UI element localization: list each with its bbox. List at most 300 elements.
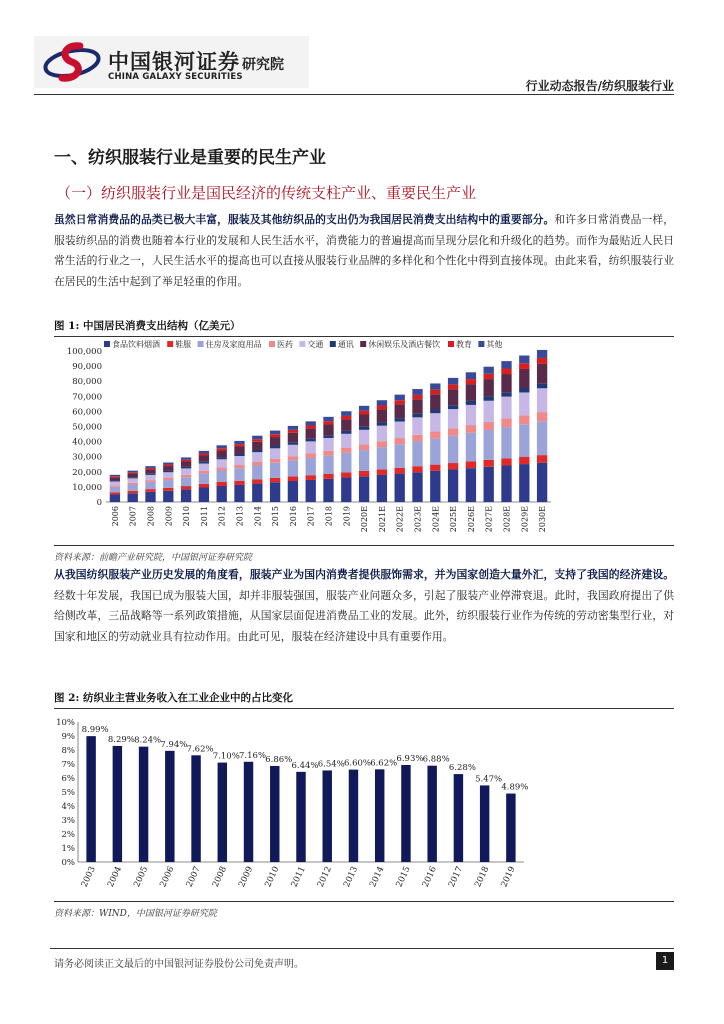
bar	[454, 774, 463, 862]
bar-segment	[199, 471, 209, 474]
paragraph-2-lead: 从我国纺织服装产业历史发展的角度看，服装产业为国内消费者提供服饰需求，并为国家创造大量外汇，支持了我国的经济建设。	[54, 568, 674, 581]
bar-segment	[519, 424, 529, 456]
bar-segment	[323, 479, 333, 502]
report-type: 行业动态报告/纺织服装行业	[525, 79, 674, 93]
bar-segment	[270, 446, 280, 448]
bar-segment	[448, 436, 458, 463]
bar-segment	[128, 484, 138, 490]
bar-segment	[519, 464, 529, 502]
figure-2-title: 图 2: 纺织业主营业务收入在工业企业中的占比变化	[54, 692, 293, 704]
bar-segment	[110, 494, 120, 502]
bar-segment	[217, 471, 227, 482]
bar-segment	[359, 427, 369, 430]
bar-segment	[270, 459, 280, 463]
bar-segment	[341, 419, 351, 430]
bar-segment	[323, 424, 333, 435]
y-tick-label: 9%	[61, 732, 75, 742]
data-label: 6.62%	[370, 758, 398, 769]
bar-segment	[501, 392, 511, 396]
data-label: 6.60%	[343, 758, 371, 769]
bar-segment	[537, 412, 547, 421]
bar-segment	[484, 422, 494, 430]
bar	[401, 765, 410, 862]
y-tick-label: 40,000	[72, 437, 102, 448]
bar-segment	[181, 457, 191, 459]
bar-segment	[110, 481, 120, 485]
bar-segment	[395, 444, 405, 467]
section-heading: 一、纺织服装行业是重要的民生产业	[54, 148, 326, 168]
bar-segment	[377, 400, 387, 405]
x-tick-label: 2009	[164, 506, 174, 527]
bar-segment	[217, 482, 227, 486]
x-tick-label: 2012	[315, 865, 334, 889]
bar-segment	[145, 474, 155, 475]
x-tick-label: 2013	[235, 506, 245, 527]
bar-segment	[484, 467, 494, 502]
figure-2-source: 资料来源：WIND，中国银河证券研究院	[54, 909, 217, 919]
bar	[165, 751, 174, 862]
bar-segment	[519, 388, 529, 392]
x-tick-label: 2010	[182, 506, 192, 527]
bar-segment	[128, 493, 138, 502]
paragraph-1	[54, 210, 674, 292]
bar-segment	[181, 468, 191, 474]
data-label: 6.28%	[448, 763, 476, 774]
logo-company-name: 中国银河证券	[108, 50, 240, 74]
bar-segment	[412, 389, 422, 395]
x-tick-label: 2015	[271, 506, 281, 527]
y-tick-label: 1%	[61, 844, 75, 854]
bar-segment	[270, 448, 280, 459]
bar-segment	[145, 475, 155, 480]
x-tick-label: 2022E	[395, 506, 405, 533]
bar-segment	[199, 463, 209, 470]
bar-segment	[323, 474, 333, 479]
x-tick-label: 2019	[342, 506, 352, 527]
bar-segment	[341, 478, 351, 502]
x-tick-label: 2003	[79, 865, 98, 889]
bar-segment	[430, 471, 440, 502]
bar-segment	[181, 467, 191, 469]
bar-segment	[430, 465, 440, 471]
figure-1-top-rule	[54, 336, 674, 337]
legend-swatch	[269, 341, 275, 347]
bar-segment	[234, 454, 244, 456]
legend-swatch	[167, 341, 173, 347]
bar	[139, 747, 148, 862]
bar-segment	[306, 480, 316, 502]
bar	[296, 772, 305, 862]
bar-segment	[519, 415, 529, 424]
x-tick-label: 2010	[263, 865, 282, 889]
bar	[270, 766, 279, 862]
bar-segment	[128, 473, 138, 477]
bar-segment	[163, 472, 173, 478]
bar-segment	[341, 411, 351, 416]
x-tick-label: 2030E	[538, 505, 548, 533]
bar-segment	[128, 478, 138, 483]
bar-segment	[252, 436, 262, 439]
logo-english-name: CHINA GALAXY SECURITIES	[108, 72, 243, 82]
y-tick-label: 10%	[56, 718, 75, 728]
bar-segment	[145, 492, 155, 502]
bar-segment	[519, 369, 529, 388]
bar-segment	[395, 468, 405, 474]
data-label: 6.44%	[291, 760, 319, 771]
figure-2-top-rule	[54, 708, 674, 709]
bar-segment	[323, 456, 333, 474]
x-tick-label: 2026E	[466, 506, 476, 533]
bar-segment	[270, 463, 280, 478]
bar-segment	[288, 456, 298, 460]
y-tick-label: 7%	[61, 760, 75, 770]
bar-segment	[110, 492, 120, 494]
data-label: 6.93%	[396, 753, 424, 764]
bar-segment	[234, 456, 244, 465]
bar-segment	[430, 390, 440, 395]
bar	[480, 785, 489, 862]
bar	[218, 763, 227, 862]
bar-segment	[252, 450, 262, 452]
bar-segment	[466, 379, 476, 384]
data-label: 7.16%	[239, 750, 267, 761]
bar-segment	[234, 481, 244, 485]
data-label: 8.99%	[81, 725, 109, 736]
bar-segment	[199, 454, 209, 456]
bar-segment	[199, 451, 209, 454]
bar-segment	[199, 484, 209, 488]
legend-label: 食品饮料烟酒	[112, 340, 160, 349]
bar-segment	[395, 418, 405, 421]
bar-segment	[163, 488, 173, 491]
bar-segment	[395, 422, 405, 439]
bar-segment	[145, 466, 155, 468]
bar-segment	[484, 379, 494, 397]
bar-segment	[199, 462, 209, 464]
bar-segment	[181, 461, 191, 466]
bar-segment	[466, 384, 476, 401]
bar-segment	[323, 417, 333, 421]
bar-segment	[537, 350, 547, 358]
bar	[323, 770, 332, 862]
x-tick-label: 2005	[132, 865, 151, 889]
bar-segment	[306, 426, 316, 429]
bar-segment	[395, 400, 405, 404]
bar-segment	[234, 446, 244, 454]
bar-segment	[270, 478, 280, 482]
bar-segment	[128, 471, 138, 473]
y-tick-label: 90,000	[72, 362, 102, 373]
bar-segment	[537, 384, 547, 389]
bar-segment	[252, 439, 262, 442]
bar-segment	[484, 460, 494, 467]
bar-segment	[145, 468, 155, 469]
bar-segment	[288, 442, 298, 444]
bar-segment	[448, 378, 458, 384]
bar-segment	[234, 444, 244, 446]
bar-segment	[163, 480, 173, 488]
bar-segment	[128, 477, 138, 478]
bar-segment	[519, 356, 529, 364]
y-tick-label: 100,000	[66, 347, 102, 357]
bar-segment	[217, 468, 227, 471]
bar-segment	[501, 369, 511, 375]
bar-segment	[270, 482, 280, 502]
bar-segment	[359, 476, 369, 502]
bar-segment	[412, 441, 422, 466]
bar-segment	[270, 431, 280, 435]
data-label: 7.62%	[186, 744, 214, 755]
bar-segment	[181, 489, 191, 502]
bar-segment	[448, 405, 458, 409]
y-tick-label: 60,000	[72, 407, 102, 418]
bar-segment	[359, 430, 369, 445]
bar-segment	[234, 468, 244, 481]
y-tick-label: 50,000	[72, 422, 102, 433]
bar-segment	[341, 434, 351, 448]
bar-segment	[128, 491, 138, 493]
bar-segment	[359, 414, 369, 426]
figure-2-bottom-rule	[54, 901, 674, 902]
bar-segment	[359, 445, 369, 451]
y-tick-label: 8%	[61, 746, 75, 756]
x-tick-label: 2018	[324, 506, 334, 527]
data-label: 8.24%	[134, 735, 162, 746]
bar-segment	[430, 410, 440, 414]
x-tick-label: 2017	[446, 865, 466, 889]
bar-segment	[217, 445, 227, 448]
bar-segment	[484, 401, 494, 422]
bar-segment	[395, 438, 405, 444]
legend-label: 鞋服	[175, 340, 192, 349]
bar-segment	[234, 441, 244, 444]
bar-segment	[323, 421, 333, 424]
figure-1-title: 图 1: 中国居民消费支出结构（亿美元）	[54, 320, 241, 332]
bar-segment	[448, 389, 458, 405]
bar-segment	[110, 476, 120, 477]
bar-segment	[377, 441, 387, 447]
x-tick-label: 2023E	[413, 506, 423, 533]
bar-segment	[519, 392, 529, 415]
bar-segment	[199, 455, 209, 461]
bar-segment	[430, 432, 440, 439]
x-tick-label: 2016	[288, 506, 298, 527]
paragraph-2-body: 经数十年发展，我国已成为服装大国，却并非服装强国，服装产业问题众多，引起了服装产业停滞衰退。此时，我国政府提出了供给侧改革，三品战略等一系列政策措施，从国家层面促进消费品工业的发展。此外，纺织服装行业作为传统的劳动密集型行业，对国家和地区的劳动就业具有拉动作用。由此可见，服装在经济建设中具有重要作用。	[54, 588, 674, 643]
data-label: 7.94%	[160, 739, 188, 750]
bar-segment	[412, 417, 422, 434]
bar-segment	[341, 416, 351, 419]
legend-swatch	[104, 341, 110, 347]
x-tick-label: 2025E	[449, 506, 459, 533]
x-tick-label: 2007	[128, 506, 138, 527]
bar-segment	[430, 394, 440, 409]
y-tick-label: 5%	[61, 788, 75, 798]
bar-segment	[234, 485, 244, 502]
bar-segment	[128, 483, 138, 485]
bar-segment	[430, 439, 440, 465]
bar-segment	[145, 482, 155, 489]
bar-segment	[306, 441, 316, 453]
bar-segment	[163, 466, 173, 471]
y-tick-label: 6%	[61, 774, 75, 784]
y-tick-label: 20,000	[72, 467, 102, 478]
legend-swatch	[448, 341, 454, 347]
bar-segment	[323, 438, 333, 451]
bar-segment	[412, 466, 422, 472]
bar-segment	[145, 469, 155, 473]
bar-segment	[377, 406, 387, 410]
bar-segment	[412, 472, 422, 502]
bar-segment	[199, 474, 209, 484]
bar-segment	[377, 422, 387, 425]
logo-institute: 研究院	[242, 57, 284, 73]
x-tick-label: 2006	[158, 865, 177, 889]
x-tick-label: 2012	[217, 506, 227, 527]
bar-segment	[519, 457, 529, 464]
y-tick-label: 4%	[61, 802, 75, 812]
bar-segment	[537, 388, 547, 412]
legend-label: 医药	[277, 340, 293, 349]
bar-segment	[145, 489, 155, 492]
bar-segment	[270, 437, 280, 446]
x-tick-label: 2024E	[431, 506, 441, 533]
x-tick-label: 2027E	[484, 506, 494, 533]
bar-segment	[306, 454, 316, 458]
bar-segment	[288, 481, 298, 502]
bar-segment	[217, 486, 227, 502]
bar-segment	[484, 367, 494, 374]
bar	[506, 794, 515, 862]
header-divider	[34, 94, 674, 95]
bar-segment	[537, 358, 547, 364]
legend-label: 休闲娱乐及酒店餐饮	[368, 340, 441, 349]
bar-segment	[163, 478, 173, 480]
data-label: 5.47%	[475, 774, 503, 785]
bar-segment	[412, 414, 422, 418]
bar-segment	[288, 476, 298, 481]
bar-segment	[501, 458, 511, 465]
bar-segment	[537, 463, 547, 502]
bar-segment	[110, 487, 120, 493]
bar-segment	[181, 486, 191, 489]
bar-segment	[359, 411, 369, 415]
bar-segment	[288, 445, 298, 456]
bar-segment	[270, 434, 280, 437]
legend-swatch	[299, 341, 305, 347]
bar-segment	[163, 471, 173, 472]
data-label: 8.29%	[107, 734, 135, 745]
bar-segment	[537, 421, 547, 455]
figure-1-source: 资料来源：前瞻产业研究院，中国银河证券研究院	[54, 553, 253, 563]
bar-segment	[288, 426, 298, 430]
footer-divider	[50, 948, 674, 949]
bar-segment	[217, 448, 227, 450]
x-tick-label: 2011	[289, 865, 308, 889]
bar	[86, 736, 95, 862]
bar-segment	[359, 471, 369, 476]
bar-segment	[306, 421, 316, 425]
bar-segment	[466, 433, 476, 462]
x-tick-label: 2018	[473, 865, 492, 889]
bar-segment	[448, 463, 458, 469]
bar-segment	[466, 401, 476, 405]
bar-segment	[341, 448, 351, 453]
y-tick-label: 30,000	[72, 452, 102, 463]
bar-segment	[181, 477, 191, 486]
bar-segment	[466, 372, 476, 379]
bar-segment	[306, 475, 316, 480]
bar-segment	[252, 452, 262, 462]
bar-segment	[484, 374, 494, 379]
galaxy-logo-icon	[42, 38, 102, 86]
y-tick-label: 10,000	[72, 482, 102, 493]
bar-segment	[466, 405, 476, 425]
bar-segment	[252, 442, 262, 450]
data-label: 6.86%	[265, 754, 293, 765]
bar-segment	[252, 484, 262, 502]
bar-segment	[537, 364, 547, 384]
x-tick-label: 2017	[306, 506, 316, 527]
bar-segment	[306, 458, 316, 475]
bar-segment	[377, 409, 387, 422]
bar-segment	[199, 488, 209, 502]
bar-segment	[359, 406, 369, 411]
bar-segment	[466, 461, 476, 468]
bar-segment	[448, 409, 458, 428]
x-tick-label: 2015	[394, 865, 413, 889]
bar-segment	[412, 395, 422, 399]
bar-segment	[448, 384, 458, 389]
page-number: 1	[656, 952, 674, 970]
bar-segment	[466, 468, 476, 502]
x-tick-label: 2021E	[377, 506, 387, 533]
x-tick-label: 2004	[105, 865, 125, 889]
bar-segment	[501, 419, 511, 428]
bar-segment	[252, 462, 262, 466]
bar	[191, 755, 200, 862]
bar	[244, 762, 253, 862]
bar-segment	[395, 474, 405, 502]
bar-segment	[377, 426, 387, 442]
x-tick-label: 2013	[341, 865, 361, 889]
x-tick-label: 2009	[237, 865, 256, 889]
legend-swatch	[198, 341, 204, 347]
y-tick-label: 0	[96, 498, 102, 508]
x-tick-label: 2019	[499, 865, 518, 889]
bar-segment	[110, 475, 120, 476]
bar-segment	[412, 435, 422, 442]
bar-segment	[341, 431, 351, 434]
bar-segment	[288, 460, 298, 476]
bar-segment	[484, 430, 494, 460]
bar-segment	[181, 460, 191, 462]
bar-segment	[519, 363, 529, 369]
textile-share-chart	[54, 712, 674, 900]
x-tick-label: 2011	[199, 506, 209, 527]
subsection-heading: （一）纺织服装行业是国民经济的传统支柱产业、重要民生产业	[56, 184, 477, 202]
bar-segment	[484, 397, 494, 401]
bar-segment	[288, 430, 298, 433]
bar	[427, 766, 436, 862]
legend-swatch	[330, 341, 336, 347]
bar-segment	[341, 453, 351, 473]
bar-segment	[395, 404, 405, 418]
bar	[375, 769, 384, 862]
bar-segment	[323, 435, 333, 438]
data-label: 4.89%	[501, 782, 529, 793]
bar-segment	[306, 429, 316, 439]
bar-segment	[252, 466, 262, 480]
